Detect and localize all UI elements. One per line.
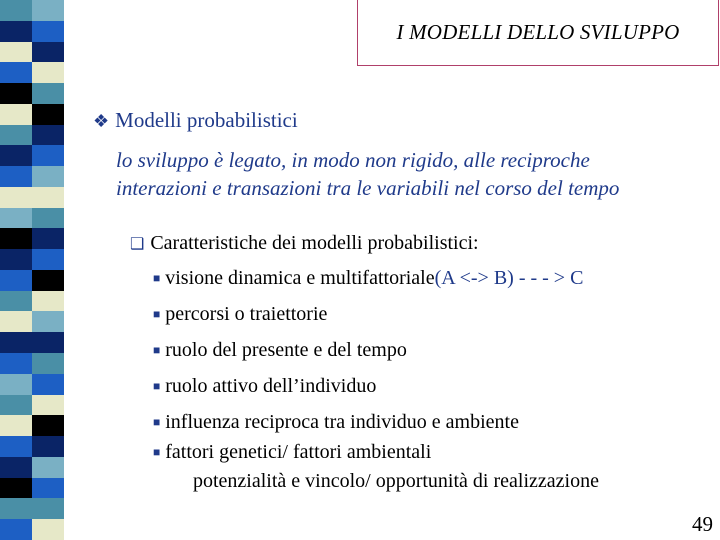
- stripe-cell: [0, 457, 32, 478]
- slide-title: I MODELLI DELLO SVILUPPO: [396, 20, 680, 44]
- stripe-cell: [0, 332, 32, 353]
- heading-bullet-line: [93, 108, 298, 133]
- stripe-cell: [0, 187, 32, 208]
- continuation-line: potenzialità e vincolo/ opportunità di realizzazione: [193, 470, 599, 492]
- stripe-cell: [32, 415, 64, 436]
- heading-text: Modelli probabilistici: [115, 108, 298, 132]
- hollow-square-icon: ❑: [130, 236, 145, 253]
- stripe-cell: [0, 62, 32, 83]
- filled-square-icon: ■: [153, 343, 161, 357]
- stripe-cell: [0, 498, 32, 519]
- list-item: [153, 267, 583, 290]
- filled-square-icon: ■: [153, 307, 161, 321]
- stripe-cell: [32, 478, 64, 499]
- stripe-cell: [0, 291, 32, 312]
- subheading-bullet-line: [130, 232, 479, 255]
- filled-square-icon: ■: [153, 271, 161, 285]
- filled-square-icon: ■: [153, 415, 161, 429]
- stripe-cell: [32, 374, 64, 395]
- stripe-cell: [32, 166, 64, 187]
- left-decorative-stripe: [0, 0, 64, 540]
- stripe-cell: [32, 457, 64, 478]
- stripe-cell: [32, 519, 64, 540]
- stripe-cell: [0, 395, 32, 416]
- stripe-cell: [32, 62, 64, 83]
- stripe-cell: [32, 498, 64, 519]
- stripe-cell: [32, 249, 64, 270]
- list-item: [153, 303, 327, 326]
- stripe-cell: [0, 166, 32, 187]
- description: [116, 146, 706, 202]
- list-item: [153, 375, 376, 398]
- stripe-cell: [32, 208, 64, 229]
- stripe-cell: [0, 374, 32, 395]
- stripe-cell: [0, 415, 32, 436]
- stripe-cell: [32, 21, 64, 42]
- stripe-cell: [32, 104, 64, 125]
- stripe-cell: [32, 436, 64, 457]
- list-item-text: influenza reciproca tra individuo e ambiente: [165, 411, 519, 433]
- stripe-column-left: [0, 0, 32, 540]
- stripe-cell: [0, 42, 32, 63]
- list-item: [153, 411, 519, 434]
- stripe-cell: [0, 270, 32, 291]
- stripe-cell: [0, 478, 32, 499]
- stripe-cell: [0, 125, 32, 146]
- description-line-2: interazioni e transazioni tra le variabili nel corso del tempo: [116, 176, 620, 200]
- list-item-text: visione dinamica e multifattoriale: [165, 267, 435, 289]
- stripe-cell: [0, 208, 32, 229]
- list-item-text: ruolo attivo dell’individuo: [165, 375, 377, 397]
- stripe-cell: [32, 145, 64, 166]
- list-item-text: fattori genetici/ fattori ambientali: [165, 441, 432, 463]
- stripe-cell: [0, 436, 32, 457]
- page-number: 49: [692, 512, 713, 536]
- stripe-cell: [32, 353, 64, 374]
- list-item-tail: (A <-> B) - - - > C: [434, 267, 584, 289]
- stripe-cell: [32, 395, 64, 416]
- list-item-text: ruolo del presente e del tempo: [165, 339, 407, 361]
- stripe-cell: [32, 228, 64, 249]
- filled-square-icon: ■: [153, 445, 161, 459]
- list-item-text: percorsi o traiettorie: [165, 303, 328, 325]
- stripe-cell: [0, 228, 32, 249]
- list-item: [153, 441, 431, 464]
- filled-square-icon: ■: [153, 379, 161, 393]
- stripe-cell: [32, 332, 64, 353]
- stripe-cell: [32, 83, 64, 104]
- stripe-cell: [0, 0, 32, 21]
- description-line-1: lo sviluppo è legato, in modo non rigido, alle reciproche: [116, 148, 590, 172]
- stripe-cell: [0, 249, 32, 270]
- stripe-cell: [0, 311, 32, 332]
- diamond-cluster-icon: ❖: [93, 111, 110, 131]
- subheading-text: Caratteristiche dei modelli probabilistici:: [150, 232, 479, 254]
- stripe-cell: [32, 311, 64, 332]
- stripe-column-right: [32, 0, 64, 540]
- stripe-cell: [0, 21, 32, 42]
- list-item: [153, 339, 407, 362]
- stripe-cell: [32, 291, 64, 312]
- stripe-cell: [0, 519, 32, 540]
- stripe-cell: [0, 104, 32, 125]
- stripe-cell: [32, 187, 64, 208]
- stripe-cell: [0, 145, 32, 166]
- stripe-cell: [0, 83, 32, 104]
- stripe-cell: [32, 125, 64, 146]
- stripe-cell: [0, 353, 32, 374]
- title-box: [357, 0, 719, 66]
- stripe-cell: [32, 270, 64, 291]
- stripe-cell: [32, 42, 64, 63]
- stripe-cell: [32, 0, 64, 21]
